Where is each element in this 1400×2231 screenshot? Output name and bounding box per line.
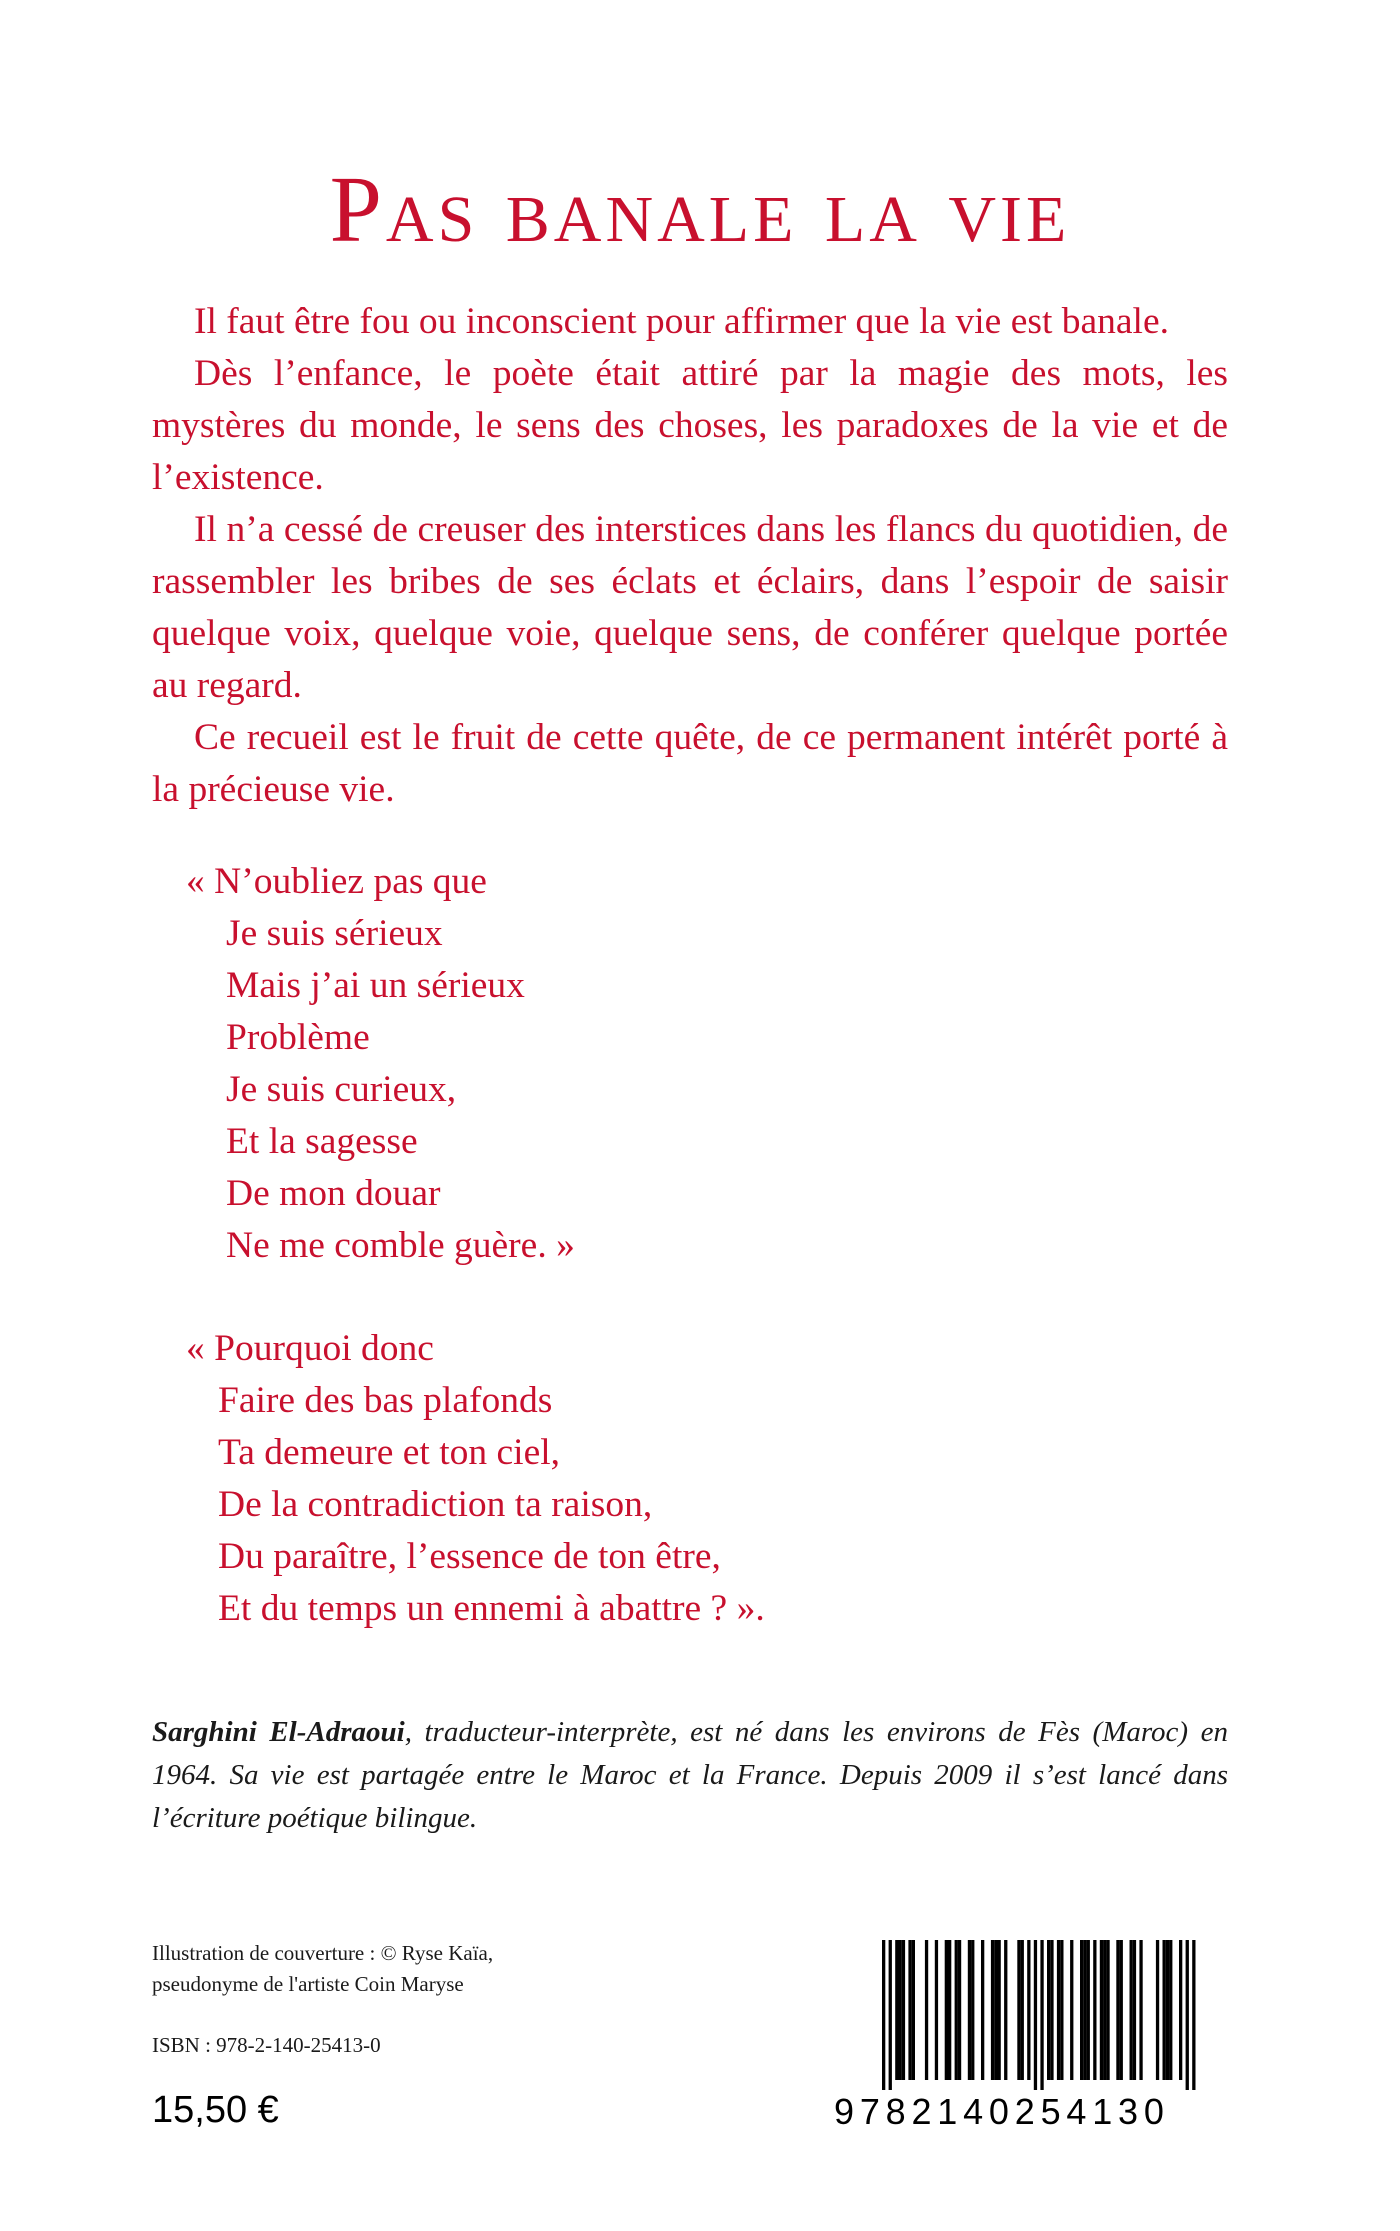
barcode-bar: [971, 1940, 974, 2080]
poem-line: Problème: [226, 1017, 370, 1058]
barcode-bar: [1050, 1940, 1053, 2080]
barcode-bar: [1100, 1940, 1103, 2080]
author-bio-text: , traducteur-interprète, est né dans les environs de Fès (Maroc) en 1964. Sa vie est partagée entre le Maroc et la France. Depuis 2009 il s’est lancé dans l’écriture poétique bilingue.: [152, 1716, 1228, 1834]
barcode-bar: [1163, 1940, 1166, 2080]
barcode-bar: [935, 1940, 938, 2080]
barcode-bar: [895, 1940, 898, 2080]
poem-line: Et la sagesse: [226, 1121, 418, 1162]
book-title: Pas banale la vie: [329, 157, 1071, 262]
barcode-bar: [1106, 1940, 1109, 2080]
isbn: ISBN : 978-2-140-25413-0: [152, 2033, 381, 2057]
barcode-bar: [889, 1940, 892, 2090]
cover-credit-line: Illustration de couverture : © Ryse Kaïa,: [152, 1941, 494, 1965]
barcode-bar: [998, 1940, 1001, 2080]
barcode-bar: [1130, 1940, 1133, 2080]
barcode-bar: [1169, 1940, 1172, 2080]
barcode-bar: [1034, 1940, 1037, 2090]
barcode-bar: [958, 1940, 961, 2080]
barcode-bar: [1080, 1940, 1083, 2080]
cover-credit-line: pseudonyme de l'artiste Coin Maryse: [152, 1972, 464, 1996]
barcode-bar: [1156, 1940, 1159, 2080]
poem-line: Et du temps un ennemi à abattre ? ».: [218, 1588, 765, 1629]
barcode-bar: [968, 1940, 971, 2080]
author-bio: [152, 1711, 1228, 1840]
barcode-bar: [1060, 1940, 1063, 2080]
poem-line: « Pourquoi donc: [186, 1328, 434, 1369]
barcode-bar: [1004, 1940, 1007, 2080]
poem-line: Du paraître, l’essence de ton être,: [218, 1536, 721, 1577]
barcode-bar: [1057, 1940, 1060, 2080]
poem-line: De la contradiction ta raison,: [218, 1484, 653, 1525]
poem-excerpt-2: [186, 1323, 765, 1635]
barcode-bar: [1047, 1940, 1050, 2080]
barcode-bar: [899, 1940, 902, 2080]
barcode-bar: [991, 1940, 994, 2080]
barcode-bar: [1093, 1940, 1096, 2080]
barcode-bar: [1083, 1940, 1086, 2080]
blurb-paragraph: Ce recueil est le fruit de cette quête, de ce permanent intérêt porté à la précieuse vie.: [152, 717, 1228, 810]
barcode-bar: [912, 1940, 915, 2080]
barcode-bar: [1021, 1940, 1024, 2080]
barcode-bar: [1103, 1940, 1106, 2080]
barcode-bar: [1179, 1940, 1182, 2080]
barcode-bar: [925, 1940, 928, 2080]
price: 15,50 €: [152, 2089, 279, 2131]
barcode-bar: [1040, 1940, 1043, 2090]
barcode-bar: [1133, 1940, 1136, 2080]
barcode-bar: [1166, 1940, 1169, 2080]
poem-line: « N’oubliez pas que: [186, 861, 487, 902]
barcode-bar: [945, 1940, 948, 2080]
poem-line: Faire des bas plafonds: [218, 1380, 553, 1421]
barcode-bar: [948, 1940, 951, 2080]
poem-line: Ne me comble guère. »: [226, 1225, 575, 1266]
barcode-bar: [994, 1940, 997, 2080]
barcode-bar: [902, 1940, 905, 2080]
poem-line: Je suis curieux,: [226, 1069, 457, 1110]
barcode-bar: [908, 1940, 911, 2080]
barcode-digits: 9782140254130: [834, 2091, 1170, 2132]
blurb-paragraph: Il faut être fou ou inconscient pour affirmer que la vie est banale.: [194, 301, 1169, 342]
barcode-bar: [1139, 1940, 1142, 2080]
barcode-bar: [1120, 1940, 1123, 2080]
barcode-bar: [955, 1940, 958, 2080]
poem-line: Ta demeure et ton ciel,: [218, 1432, 561, 1473]
barcode-bar: [1017, 1940, 1020, 2080]
poem-line: De mon douar: [226, 1173, 441, 1214]
author-name: Sarghini El-Adraoui: [152, 1716, 405, 1748]
poem-line: Mais j’ai un sérieux: [226, 965, 525, 1006]
barcode-bar: [1070, 1940, 1073, 2080]
barcode-bar: [981, 1940, 984, 2080]
poem-line: Je suis sérieux: [226, 913, 443, 954]
blurb: [152, 296, 1228, 816]
barcode-bars: [834, 1940, 1242, 2090]
barcode-bar: [1027, 1940, 1030, 2080]
blurb-paragraph: Dès l’enfance, le poète était attiré par la magie des mots, les mystères du monde, le sens des choses, les paradoxes de la vie et de l’existence.: [152, 353, 1228, 498]
barcode: [828, 1940, 1248, 2134]
barcode-bar: [1087, 1940, 1090, 2080]
blurb-paragraph: Il n’a cessé de creuser des interstices dans les flancs du quotidien, de rassembler les bribes de ses éclats et éclairs, dans l’espoir de saisir quelque voix, quelque voie, quelque sens, de conférer quelque portée au regard.: [152, 509, 1228, 706]
barcode-bar: [1116, 1940, 1119, 2080]
cover-credit: [152, 1938, 493, 2000]
barcode-bar: [1186, 1940, 1189, 2090]
barcode-bar: [1192, 1940, 1195, 2090]
barcode-bar: [882, 1940, 885, 2090]
poem-excerpt-1: [186, 856, 575, 1272]
